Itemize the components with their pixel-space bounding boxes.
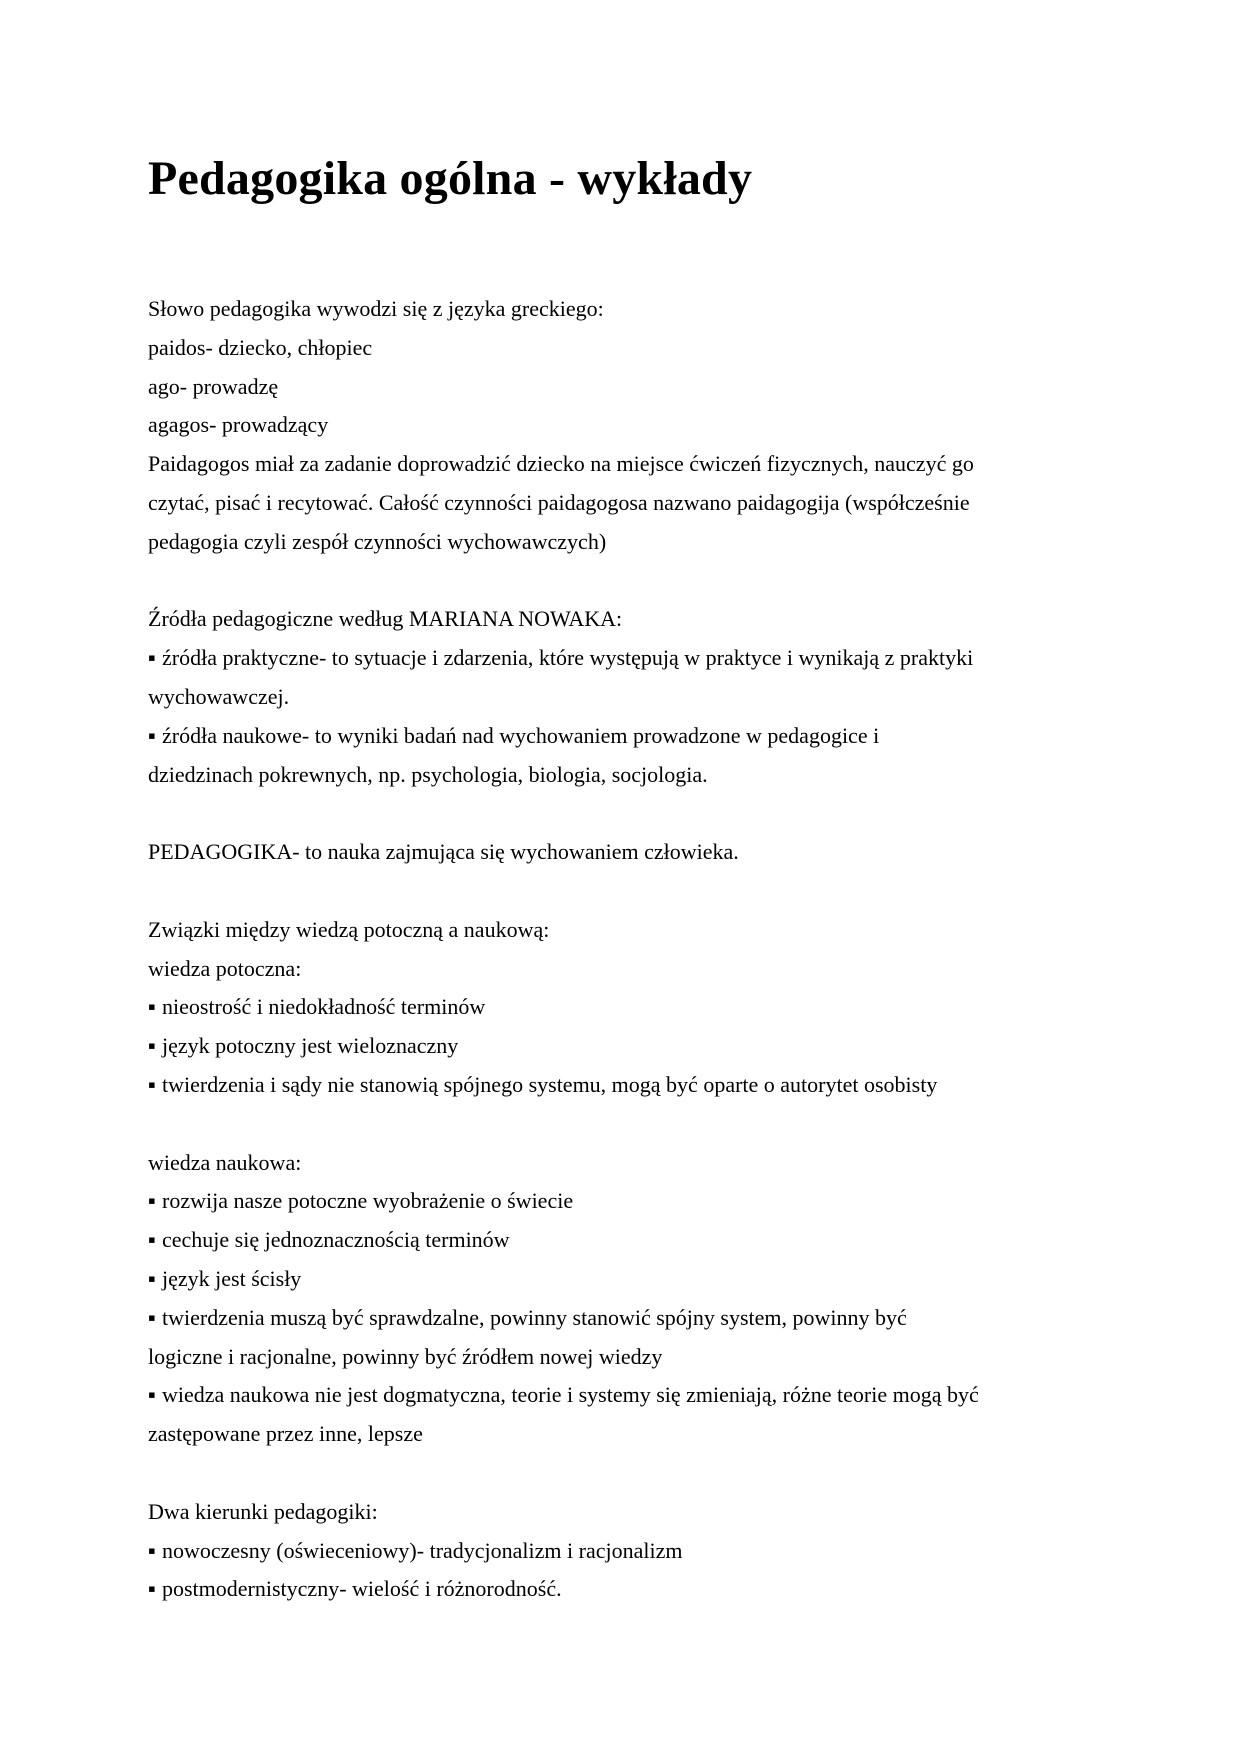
bullet-line	[148, 1532, 1108, 1571]
line-text: ago- prowadzę	[148, 373, 279, 399]
bullet-icon: ▪	[148, 1576, 156, 1602]
bullet-icon: ▪	[148, 1071, 156, 1097]
bullet-icon: ▪	[148, 994, 156, 1020]
line-text: wiedza potoczna:	[148, 955, 302, 981]
text-line	[148, 1493, 1108, 1532]
line-text: postmodernistyczny- wielość i różnorodność.	[162, 1576, 562, 1602]
text-line	[148, 290, 1108, 329]
text-line	[148, 1144, 1108, 1183]
line-text: Związki między wiedzą potoczną a naukową:	[148, 916, 550, 942]
blank-line	[148, 562, 1108, 601]
line-text: logiczne i racjonalne, powinny być źródłem nowej wiedzy	[148, 1343, 663, 1369]
text-line	[148, 678, 1108, 717]
bullet-line	[148, 717, 1108, 756]
bullet-icon: ▪	[148, 645, 156, 671]
text-line	[148, 484, 1108, 523]
text-line	[148, 600, 1108, 639]
line-text: Słowo pedagogika wywodzi się z języka greckiego:	[148, 296, 604, 321]
text-line	[148, 1338, 1108, 1377]
bullet-icon: ▪	[148, 1227, 156, 1253]
text-line	[148, 756, 1108, 795]
line-text: wychowawczej.	[148, 683, 290, 709]
line-text: zastępowane przez inne, lepsze	[148, 1421, 423, 1447]
bullet-line	[148, 1260, 1108, 1299]
bullet-line	[148, 1299, 1108, 1338]
blank-line	[148, 794, 1108, 833]
bullet-line	[148, 1182, 1108, 1221]
document-title: Pedagogika ogólna - wykłady	[148, 152, 753, 205]
line-text: twierdzenia i sądy nie stanowią spójnego systemu, mogą być oparte o autorytet osobisty	[162, 1071, 938, 1097]
bullet-icon: ▪	[148, 1382, 156, 1408]
bullet-line	[148, 1570, 1108, 1609]
bullet-line	[148, 1066, 1108, 1105]
bullet-icon: ▪	[148, 1188, 156, 1214]
bullet-icon: ▪	[148, 1537, 156, 1563]
line-text: wiedza naukowa:	[148, 1149, 302, 1175]
bullet-line	[148, 639, 1108, 678]
line-text: twierdzenia muszą być sprawdzalne, powinny stanowić spójny system, powinny być	[162, 1304, 907, 1330]
bullet-line	[148, 1027, 1108, 1066]
text-line	[148, 523, 1108, 562]
line-text: pedagogia czyli zespół czynności wychowawczych)	[148, 528, 607, 554]
line-text: PEDAGOGIKA- to nauka zajmująca się wychowaniem człowieka.	[148, 839, 739, 865]
text-line	[148, 445, 1108, 484]
line-text: Źródła pedagogiczne według MARIANA NOWAKA:	[148, 606, 623, 632]
bullet-icon: ▪	[148, 1265, 156, 1291]
text-line	[148, 1415, 1108, 1454]
line-text: czytać, pisać i recytować. Całość czynności paidagogosa nazwano paidagogija (współcześnie	[148, 489, 970, 515]
line-text: Paidagogos miał za zadanie doprowadzić dziecko na miejsce ćwiczeń fizycznych, nauczyć go	[148, 451, 974, 477]
line-text: język jest ścisły	[162, 1265, 302, 1291]
line-text: wiedza naukowa nie jest dogmatyczna, teorie i systemy się zmieniają, różne teorie mogą być	[162, 1382, 979, 1408]
text-line	[148, 368, 1108, 407]
document-page	[148, 150, 1108, 1609]
bullet-line	[148, 1376, 1108, 1415]
text-line	[148, 911, 1108, 950]
line-text: nowoczesny (oświeceniowy)- tradycjonalizm i racjonalizm	[162, 1537, 683, 1563]
bullet-line	[148, 988, 1108, 1027]
line-text: rozwija nasze potoczne wyobrażenie o świecie	[162, 1188, 574, 1214]
line-text: cechuje się jednoznacznością terminów	[162, 1227, 510, 1253]
bullet-icon: ▪	[148, 1033, 156, 1059]
line-text: źródła naukowe- to wyniki badań nad wychowaniem prowadzone w pedagogice i	[162, 722, 880, 748]
line-text: agagos- prowadzący	[148, 412, 329, 438]
bullet-icon: ▪	[148, 722, 156, 748]
bullet-icon: ▪	[148, 1304, 156, 1330]
blank-line	[148, 1454, 1108, 1493]
text-line	[148, 950, 1108, 989]
line-text: paidos- dziecko, chłopiec	[148, 334, 373, 360]
document-body	[148, 290, 1108, 1609]
line-text: nieostrość i niedokładność terminów	[162, 994, 486, 1020]
line-text: dziedzinach pokrewnych, np. psychologia, biologia, socjologia.	[148, 761, 708, 787]
text-line	[148, 406, 1108, 445]
bullet-line	[148, 1221, 1108, 1260]
line-text: Dwa kierunki pedagogiki:	[148, 1498, 378, 1524]
text-line	[148, 833, 1108, 872]
line-text: źródła praktyczne- to sytuacje i zdarzenia, które występują w praktyce i wynikają z praktyki	[162, 645, 974, 671]
line-text: język potoczny jest wieloznaczny	[162, 1033, 459, 1059]
text-line	[148, 329, 1108, 368]
blank-line	[148, 1105, 1108, 1144]
blank-line	[148, 872, 1108, 911]
